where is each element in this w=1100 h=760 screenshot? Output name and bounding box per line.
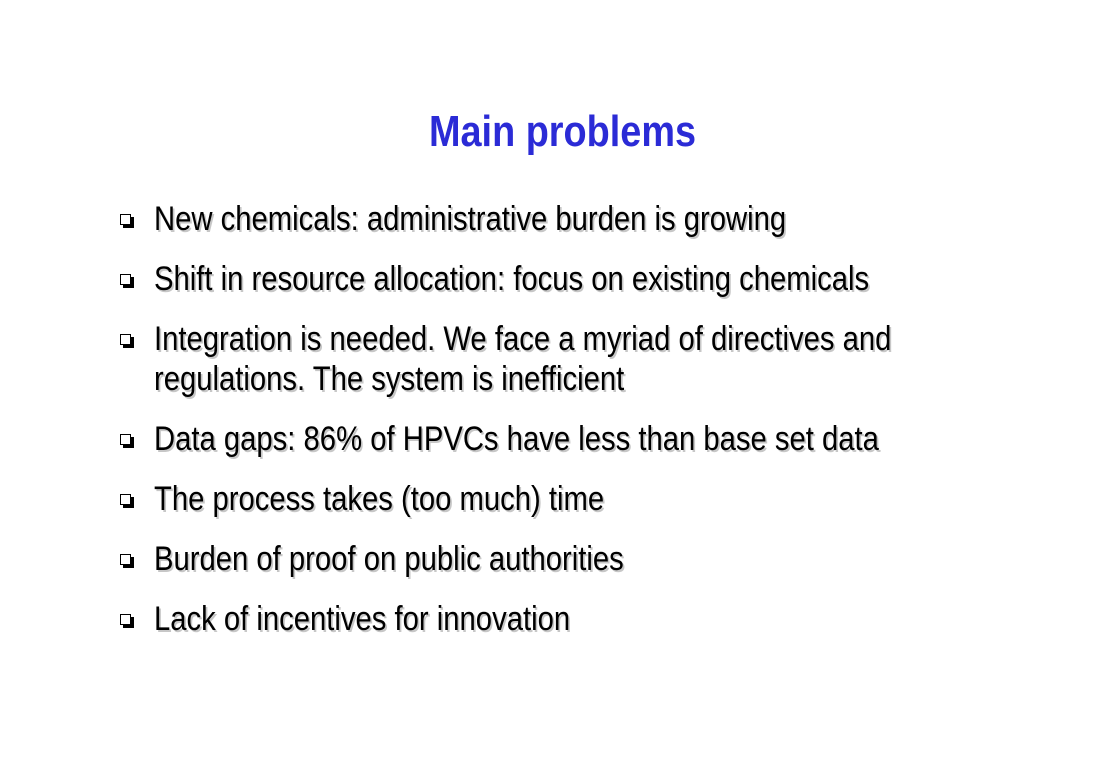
list-item-text: Integration is needed. We face a myriad of directives and regulations. The system is inefficient (154, 320, 892, 398)
list-item (118, 419, 1078, 459)
list-item-text: The process takes (too much) time (154, 480, 605, 518)
square-bullet-icon (120, 614, 134, 628)
problem-list (118, 199, 1078, 659)
list-item (118, 539, 1078, 579)
square-bullet-icon (120, 334, 134, 348)
list-item-text: Data gaps: 86% of HPVCs have less than base set data (154, 420, 879, 458)
list-item (118, 479, 1078, 519)
list-item (118, 599, 1078, 639)
square-bullet-icon (120, 494, 134, 508)
list-item-text: New chemicals: administrative burden is growing (154, 200, 787, 238)
list-item (118, 259, 1078, 299)
list-item-text: Shift in resource allocation: focus on existing chemicals (154, 260, 870, 298)
square-bullet-icon (120, 554, 134, 568)
list-item-text: Burden of proof on public authorities (154, 540, 624, 578)
square-bullet-icon (120, 214, 134, 228)
list-item (118, 319, 1078, 399)
square-bullet-icon (120, 434, 134, 448)
square-bullet-icon (120, 274, 134, 288)
list-item (118, 199, 1078, 239)
list-item-text: Lack of incentives for innovation (154, 600, 571, 638)
slide-title: Main problems (428, 107, 697, 156)
